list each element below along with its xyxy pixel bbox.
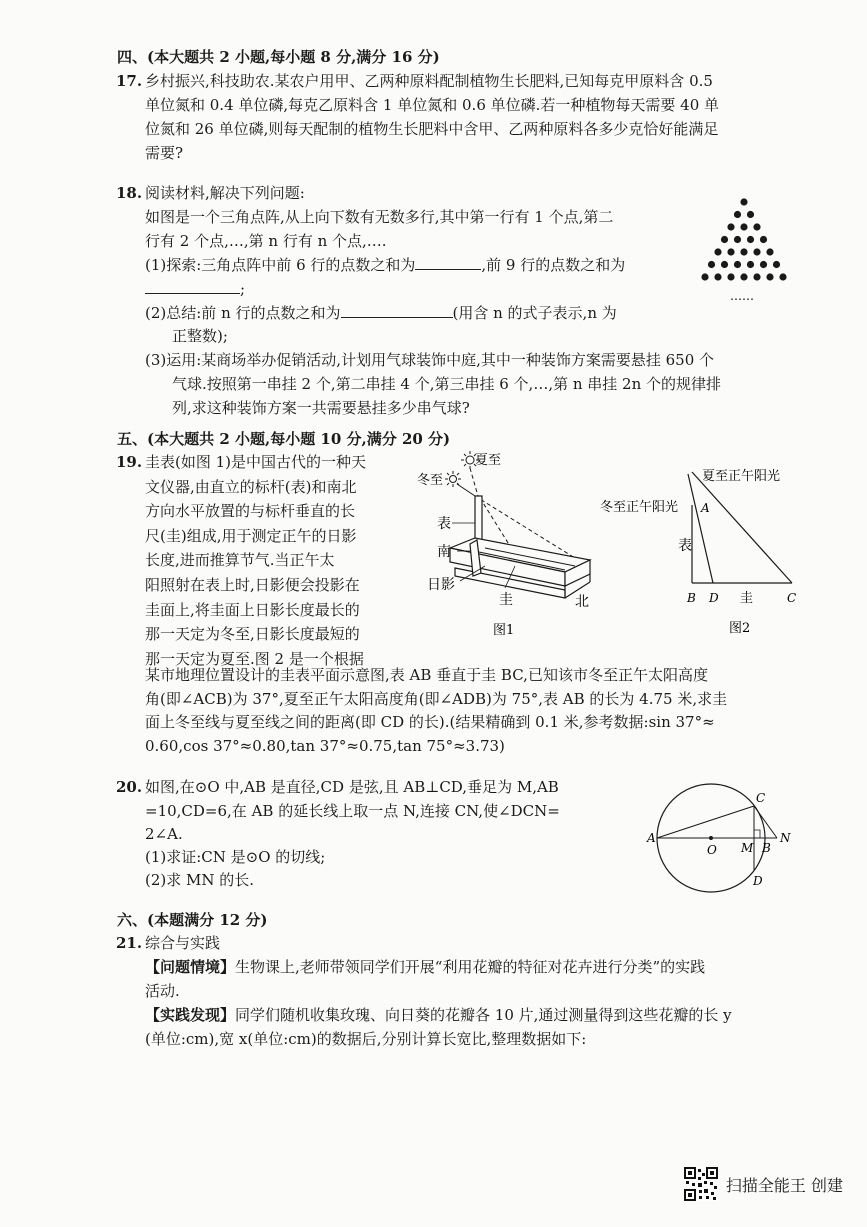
dot <box>740 223 747 230</box>
question-19-side-text <box>145 450 410 671</box>
summer-solstice-label: 夏至 <box>475 453 502 468</box>
winter-solstice-label: 冬至 <box>417 473 444 488</box>
dot <box>747 261 754 268</box>
question-text-line: 活动. <box>145 982 180 1000</box>
point-d-label: D <box>709 591 719 605</box>
point-d-label: D <box>753 874 763 888</box>
sub-question-text: 列,求这种装饰方案一共需要悬挂多少串气球? <box>172 399 470 417</box>
question-number: 19. <box>116 453 143 471</box>
question-text-line: 角(即∠ACB)为 37°,夏至正午太阳高度角(即∠ADB)为 75°,表 AB 的长为 4.75 米,求圭 <box>145 690 728 708</box>
sub-question-text: (用含 n 的式子表示,n 为 <box>452 304 617 322</box>
question-text-line: 那一天定为冬至,日影长度最短的 <box>145 625 360 644</box>
sub-question-2 <box>145 302 617 324</box>
point-a-label: A <box>647 831 656 845</box>
north-label: 北 <box>575 594 589 610</box>
dot <box>727 223 734 230</box>
figure-ellipsis: …… <box>730 289 754 303</box>
point-n-label: N <box>780 831 791 845</box>
question-title: 综合与实践 <box>145 934 221 952</box>
question-text-line: 面上冬至线与夏至线之间的距离(即 CD 的长).(结果精确到 0.1 米,参考数据:sin 37°≈ <box>145 713 715 731</box>
figure-1-caption: 图1 <box>493 623 515 638</box>
question-text-line: 长度,进而推算节气.当正午太 <box>145 551 335 570</box>
winter-sunlight-label: 冬至正午阳光 <box>600 500 679 515</box>
question-text-line: 0.60,cos 37°≈0.80,tan 37°≈0.75,tan 75°≈3.73) <box>145 737 505 755</box>
question-text: 生物课上,老师带领同学们开展“利用花瓣的特征对花卉进行分类”的实践 <box>235 958 706 976</box>
circle-geometry-figure <box>645 758 795 898</box>
question-text-line: 2∠A. <box>145 825 183 843</box>
question-text-line: 需要? <box>145 144 184 162</box>
question-text-line: 阳照射在表上时,日影便会投影在 <box>145 575 360 594</box>
question-text: 同学们随机收集玫瑰、向日葵的花瓣各 10 片,通过测量得到这些花瓣的长 y <box>235 1006 732 1024</box>
question-text-line: 方向水平放置的与标杆垂直的长 <box>145 502 356 521</box>
watermark-text: 扫描全能王 创建 <box>725 1175 843 1195</box>
dot <box>714 273 721 280</box>
question-text-line: 位氮和 26 单位磷,则每天配制的植物生长肥料中含甲、乙两种原料各多少克恰好能满足 <box>145 120 719 138</box>
dot <box>721 236 728 243</box>
dot <box>727 273 734 280</box>
section-tag: 【问题情境】 <box>145 958 236 976</box>
question-text-line: 行有 2 个点,…,第 n 行有 n 个点,…. <box>145 232 387 250</box>
triangle-dot-array-figure <box>690 196 800 304</box>
question-text-line: 如图,在⊙O 中,AB 是直径,CD 是弦,且 AB⊥CD,垂足为 M,AB <box>145 778 559 796</box>
shadow-label: 日影 <box>427 577 455 593</box>
summer-sunlight-label: 夏至正午阳光 <box>702 469 781 484</box>
section-4-heading: 四、(本大题共 2 小题,每小题 8 分,满分 16 分) <box>117 48 440 66</box>
question-text-line: =10,CD=6,在 AB 的延长线上取一点 N,连接 CN,使∠DCN= <box>145 802 560 820</box>
question-text-line <box>145 956 705 978</box>
question-number: 18. <box>116 184 143 202</box>
question-text-line: 文仪器,由直立的标杆(表)和南北 <box>145 477 357 496</box>
gui-label: 圭 <box>740 591 754 606</box>
question-number: 21. <box>116 934 143 952</box>
dot <box>766 273 773 280</box>
question-number: 17. <box>116 72 143 90</box>
dot <box>760 261 767 268</box>
dot <box>701 273 708 280</box>
biao-label: 表 <box>678 538 692 554</box>
question-text-line: 那一天定为夏至.图 2 是一个根据 <box>145 649 364 668</box>
south-label: 南 <box>437 544 451 560</box>
dot <box>708 261 715 268</box>
dot <box>721 261 728 268</box>
dot <box>740 248 747 255</box>
gui-label: 圭 <box>499 592 513 608</box>
section-tag: 【实践发现】 <box>145 1006 236 1024</box>
question-number: 20. <box>116 778 143 796</box>
figure-2-caption: 图2 <box>729 621 751 636</box>
dot <box>753 248 760 255</box>
section-5-heading: 五、(本大题共 2 小题,每小题 10 分,满分 20 分) <box>117 430 451 448</box>
question-text-line: 圭面上,将圭面上日影长度最长的 <box>145 600 360 619</box>
section-6-heading: 六、(本题满分 12 分) <box>117 911 268 929</box>
point-c-label: C <box>756 791 766 805</box>
question-intro: 阅读材料,解决下列问题: <box>145 184 305 202</box>
point-b-label: B <box>762 841 771 855</box>
answer-blank <box>415 255 481 270</box>
sub-question-1 <box>145 254 625 276</box>
point-a-label: A <box>701 501 710 515</box>
dot <box>727 248 734 255</box>
biao-label: 表 <box>437 516 451 532</box>
sub-question-text: ,前 9 行的点数之和为 <box>481 256 626 274</box>
dot <box>747 211 754 218</box>
question-text-line: 尺(圭)组成,用于测定正午的日影 <box>145 526 357 545</box>
question-text-line: 圭表(如图 1)是中国古代的一种天 <box>145 453 367 471</box>
qr-code-icon <box>684 1167 718 1201</box>
dot <box>753 223 760 230</box>
question-text-line: (单位:cm),宽 x(单位:cm)的数据后,分别计算长宽比,整理数据如下: <box>145 1030 587 1048</box>
question-text-line: 单位氮和 0.4 单位磷,每克乙原料含 1 单位氮和 0.6 单位磷.若一种植物每天需要 40 单 <box>145 96 720 114</box>
dot <box>747 236 754 243</box>
dot <box>734 211 741 218</box>
sub-question-1-cont <box>145 278 245 300</box>
sub-question-text: 气球.按照第一串挂 2 个,第二串挂 4 个,第三串挂 6 个,…,第 n 串挂 2n 个的规律排 <box>172 375 722 393</box>
dot <box>734 261 741 268</box>
dot <box>773 261 780 268</box>
point-o-label: O <box>707 843 717 857</box>
question-text-line: 乡村振兴,科技助农.某农户用甲、乙两种原料配制植物生长肥料,已知每克甲原料含 0.5 <box>145 72 713 90</box>
answer-blank <box>341 303 453 318</box>
gnomon-figure-2 <box>598 466 813 646</box>
dot <box>760 236 767 243</box>
question-text-line: 如图是一个三角点阵,从上向下数有无数多行,其中第一行有 1 个点,第二 <box>145 208 614 226</box>
point-c-label: C <box>787 591 797 605</box>
sub-question-text: ; <box>240 280 246 298</box>
dot <box>766 248 773 255</box>
gnomon-figure-1 <box>415 448 620 643</box>
dot <box>740 198 747 205</box>
answer-blank <box>145 279 240 294</box>
dot <box>753 273 760 280</box>
sub-question-text: (1)探索:三角点阵中前 6 行的点数之和为 <box>145 256 416 274</box>
sub-question-text: 正整数); <box>172 327 228 345</box>
dot <box>734 236 741 243</box>
sub-question-2: (2)求 MN 的长. <box>145 871 255 889</box>
sub-question-text: (2)总结:前 n 行的点数之和为 <box>145 304 341 322</box>
sub-question-1: (1)求证:CN 是⊙O 的切线; <box>145 848 326 866</box>
dot <box>779 273 786 280</box>
sub-question-3: (3)运用:某商场举办促销活动,计划用气球装饰中庭,其中一种装饰方案需要悬挂 650 个 <box>145 351 715 369</box>
point-m-label: M <box>741 841 754 855</box>
dot <box>714 248 721 255</box>
point-b-label: B <box>687 591 696 605</box>
dot <box>740 273 747 280</box>
scanner-watermark <box>684 1167 843 1201</box>
question-text-line: 某市地理位置设计的圭表平面示意图,表 AB 垂直于圭 BC,已知该市冬至正午太阳高度 <box>145 666 708 684</box>
question-text-line <box>145 1004 732 1026</box>
